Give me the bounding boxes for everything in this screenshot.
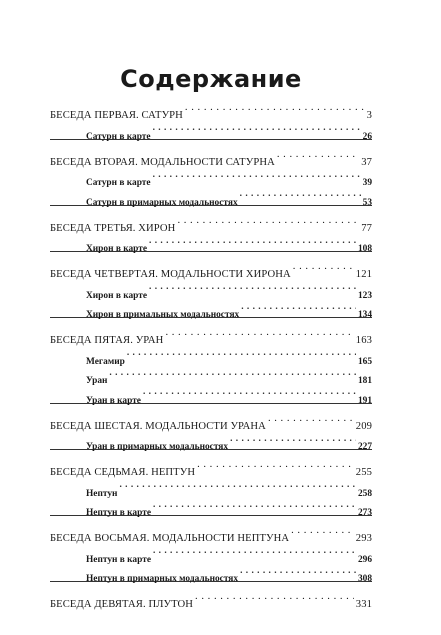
toc-page-number: 77 bbox=[361, 222, 372, 234]
toc-page-number: 255 bbox=[355, 467, 372, 478]
toc-page-number: 273 bbox=[357, 508, 372, 518]
table-of-contents-page bbox=[50, 62, 372, 610]
dot-leader bbox=[177, 211, 359, 231]
toc-entry-label: БЕСЕДА СЕДЬМАЯ. НЕПТУН bbox=[50, 467, 196, 478]
dot-leader bbox=[268, 409, 354, 429]
toc-entry-label: Мегамир bbox=[86, 356, 125, 367]
toc-chapter-entry[interactable] bbox=[50, 323, 372, 346]
toc-entry-label: БЕСЕДА ДЕВЯТАЯ. ПЛУТОН bbox=[50, 599, 194, 610]
toc-page-number: 191 bbox=[357, 395, 372, 406]
dot-leader bbox=[153, 166, 361, 186]
toc-page-number: 163 bbox=[355, 335, 372, 346]
dot-leader bbox=[293, 257, 354, 277]
toc-page-number: 209 bbox=[355, 420, 372, 432]
toc-chapter-entry[interactable] bbox=[50, 409, 372, 432]
toc-chapter-entry[interactable] bbox=[50, 98, 372, 121]
toc-page-number: 53 bbox=[362, 197, 372, 208]
dot-leader bbox=[277, 145, 359, 165]
toc-page-number: 39 bbox=[362, 178, 372, 188]
toc-page-number: 26 bbox=[362, 131, 372, 142]
toc-entry-label: БЕСЕДА ВТОРАЯ. МОДАЛЬНОСТИ САТУРНА bbox=[50, 156, 275, 168]
toc-page-number: 293 bbox=[355, 533, 372, 544]
toc-entry-label: Нептун в примарных модальностях bbox=[86, 574, 239, 584]
toc-page-number: 181 bbox=[357, 376, 372, 386]
dot-leader bbox=[195, 587, 354, 607]
toc-entry-label: Хирон в карте bbox=[86, 290, 148, 301]
toc-list bbox=[50, 98, 372, 610]
toc-page-number: 296 bbox=[357, 554, 372, 565]
toc-page-number: 37 bbox=[361, 156, 372, 168]
toc-entry-label: БЕСЕДА ТРЕТЬЯ. ХИРОН bbox=[50, 222, 176, 234]
toc-entry-label: БЕСЕДА ПЕРВАЯ. САТУРН bbox=[50, 110, 183, 121]
dot-leader bbox=[143, 383, 356, 403]
toc-entry-label: БЕСЕДА ЧЕТВЕРТАЯ. МОДАЛЬНОСТИ ХИРОНА bbox=[50, 269, 291, 280]
dot-leader bbox=[197, 455, 354, 475]
toc-page-number: 331 bbox=[355, 599, 372, 610]
dot-leader bbox=[240, 185, 361, 205]
toc-chapter-entry[interactable] bbox=[50, 145, 372, 168]
toc-page-number: 165 bbox=[357, 356, 372, 367]
dot-leader bbox=[153, 542, 356, 562]
toc-chapter-entry[interactable] bbox=[50, 257, 372, 280]
dot-leader bbox=[127, 344, 356, 364]
toc-entry-label: БЕСЕДА ШЕСТАЯ. МОДАЛЬНОСТИ УРАНА bbox=[50, 420, 266, 432]
toc-entry-label: Сатурн в карте bbox=[86, 178, 151, 188]
toc-chapter-entry[interactable] bbox=[50, 455, 372, 478]
toc-page-number: 123 bbox=[357, 290, 372, 301]
dot-leader bbox=[240, 562, 356, 582]
toc-entry-label: Сатурн в примарных модальностях bbox=[86, 197, 238, 208]
toc-chapter-entry[interactable] bbox=[50, 521, 372, 544]
toc-entry-label: Уран в примарных модальностях bbox=[86, 442, 229, 452]
toc-entry-label: БЕСЕДА ВОСЬМАЯ. МОДАЛЬНОСТИ НЕПТУНА bbox=[50, 533, 290, 544]
toc-page-number: 258 bbox=[357, 488, 372, 499]
toc-entry-label: Хирон в карте bbox=[86, 244, 148, 254]
dot-leader bbox=[241, 298, 356, 318]
toc-page-number: 227 bbox=[357, 442, 372, 452]
dot-leader bbox=[153, 119, 361, 139]
toc-page-number: 308 bbox=[357, 574, 372, 584]
toc-page-number: 134 bbox=[357, 310, 372, 320]
dot-leader bbox=[149, 232, 356, 252]
toc-entry-label: Сатурн в карте bbox=[86, 131, 151, 142]
dot-leader bbox=[230, 430, 356, 450]
toc-entry-label: Уран bbox=[86, 376, 108, 386]
page-title: Содержание bbox=[120, 65, 302, 93]
toc-entry-label: БЕСЕДА ПЯТАЯ. УРАН bbox=[50, 335, 164, 346]
dot-leader bbox=[149, 278, 356, 298]
toc-page-number: 3 bbox=[366, 110, 372, 121]
dot-leader bbox=[153, 496, 356, 516]
dot-leader bbox=[291, 521, 354, 541]
dot-leader bbox=[165, 323, 353, 343]
toc-chapter-entry[interactable] bbox=[50, 211, 372, 234]
toc-chapter-entry[interactable] bbox=[50, 587, 372, 610]
toc-page-number: 108 bbox=[357, 244, 372, 254]
toc-entry-label: Хирон в примальных модальностях bbox=[86, 310, 240, 320]
toc-page-number: 121 bbox=[355, 269, 372, 280]
dot-leader bbox=[119, 476, 356, 496]
toc-entry-label: Уран в карте bbox=[86, 395, 141, 406]
toc-entry-label: Нептун в карте bbox=[86, 508, 151, 518]
toc-entry-label: Нептун bbox=[86, 488, 118, 499]
dot-leader bbox=[185, 98, 365, 118]
dot-leader bbox=[109, 364, 356, 384]
toc-entry-label: Нептун в карте bbox=[86, 554, 151, 565]
